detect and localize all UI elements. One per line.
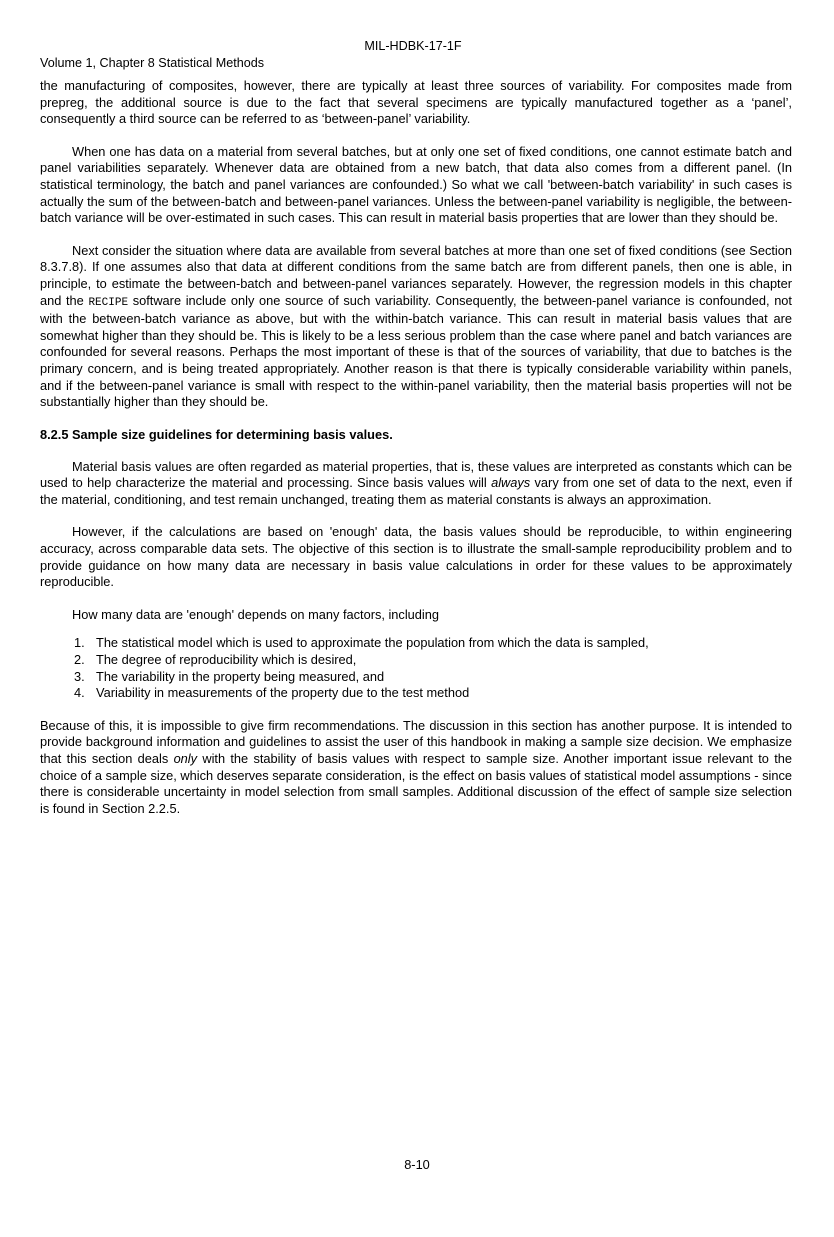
paragraph-4-part-a: Material basis values are often regarded as material properties, that is, these values are interpreted as constants which can be used to help characterize the material and processing. Since basis values will	[40, 458, 792, 491]
list-item-number: 2.	[74, 652, 85, 668]
list-item-text: The statistical model which is used to approximate the population from which the data is sampled,	[96, 635, 649, 651]
list-item-number: 3.	[74, 668, 85, 684]
list-item-text: Variability in measurements of the property due to the test method	[96, 685, 470, 701]
paragraph-3	[40, 243, 792, 411]
list-item-number: 4.	[74, 685, 85, 701]
paragraph-3-part-a: Next consider the situation where data are available from several batches at more than one set of fixed conditions (see Section 8.3.7.8). If one assumes also that data at different conditions from the same batch are from different panels, then one is able, in principle, to estimate the between-batch and between-panel variances separately. However, the regression models in this chapter and the	[40, 242, 792, 308]
emphasis-always: always	[491, 475, 531, 491]
paragraph-4	[40, 459, 792, 509]
section-heading: 8.2.5 Sample size guidelines for determining basis values.	[40, 426, 393, 442]
paragraph-4-part-b: vary from one set of data to the next, even if the material, conditioning, and test remain unchanged, treating them as material constants is always an approximation.	[40, 475, 792, 507]
paragraph-5: However, if the calculations are based on 'enough' data, the basis values should be reproducible, to within engineering accuracy, across comparable data sets. The objective of this section is to illustrate the small-sample reproducibility problem and to provide guidance on how many data are necessary in basis value calculations in order for these values to be approximately reproducible.	[40, 524, 792, 590]
document-page	[40, 38, 792, 817]
emphasis-only: only	[173, 751, 198, 766]
chapter-header: Volume 1, Chapter 8 Statistical Methods	[40, 56, 265, 70]
list-item	[40, 652, 792, 669]
factors-list	[40, 635, 792, 701]
paragraph-7-part-a: Because of this, it is impossible to give firm recommendations. The discussion in this section has another purpose. It is intended to provide background information and guidelines to assist the user of this handbook in making a sample size decision. We emphasize that this section deals	[40, 717, 792, 766]
list-item	[40, 635, 792, 652]
recipe-software-name: RECIPE	[88, 296, 129, 309]
list-item	[40, 669, 792, 686]
paragraph-7	[40, 718, 792, 818]
paragraph-7-part-b: with the stability of basis values with respect to sample size. Another important issue relevant to the choice of a sample size, which deserves separate consideration, is the effect on basis values of statistical model assumptions - since there is considerable uncertainty in model selection from small samples. Additional discussion of the effect of sample size selection is found in Section 2.2.5.	[40, 751, 792, 816]
paragraph-6: How many data are 'enough' depends on many factors, including	[72, 606, 439, 622]
paragraph-3-part-b: software include only one source of such variability. Consequently, the between-panel variance is confounded, not with the between-batch variance as above, but with the within-batch variance. This can result in material basis values that are somewhat higher than they should be. This is likely to be a less serious problem than the case where panel and batch variances are confounded for several reasons. Perhaps the most important of these is that of the sources of variability, that due to batches is the primary concern, and is being treated appropriately. Another reason is that there is typically considerable variability within panels, and if the between-panel variance is small with respect to the within-panel variability, then the material basis properties will not be substantially higher than they should be.	[40, 292, 792, 410]
page-number: 8-10	[404, 1157, 430, 1172]
list-item-text: The degree of reproducibility which is desired,	[96, 652, 357, 668]
document-id: MIL-HDBK-17-1F	[364, 39, 462, 53]
paragraph-1: the manufacturing of composites, however, there are typically at least three sources of variability. For composites made from prepreg, the additional source is due to the fact that several specimens are typically manufactured together as a ‘panel’, consequently a third source can be referred to as ‘between-panel’ variability.	[40, 78, 792, 127]
paragraph-2: When one has data on a material from several batches, but at only one set of fixed conditions, one cannot estimate batch and panel variabilities separately. Whenever data are obtained from a new batch, that data also comes from a different panel. (In statistical terminology, the batch and panel variances are confounded.) So what we call 'between-batch variability' in such cases is actually the sum of the between-batch and between-panel variances. Unless the between-panel variability is negligible, the between-batch variance will be over-estimated in such cases. This can result in material basis properties that are lower than they should be.	[40, 143, 792, 226]
list-item-number: 1.	[74, 635, 85, 651]
list-item-text: The variability in the property being measured, and	[96, 668, 385, 684]
list-item	[40, 685, 792, 702]
